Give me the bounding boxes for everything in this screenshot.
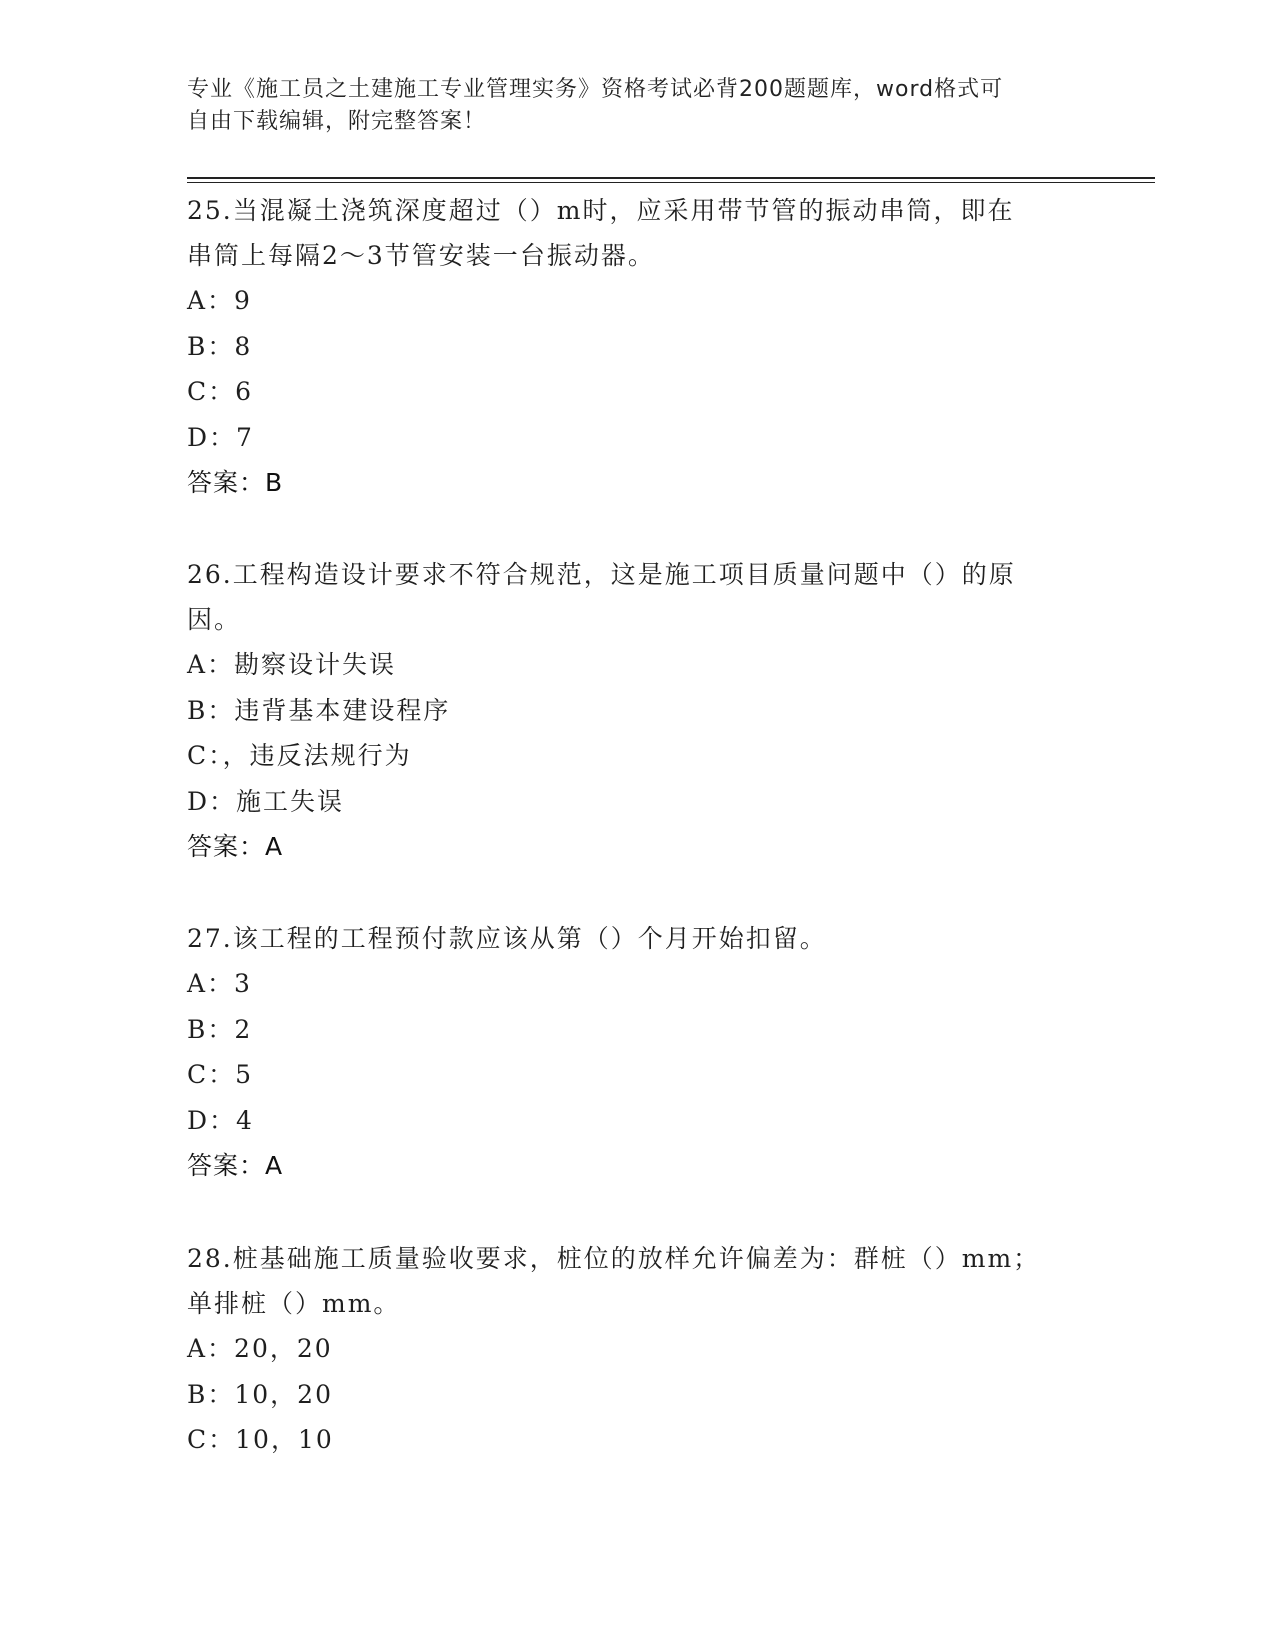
option-a: A：20，20 [187,1334,333,1363]
question-stem-line: 单排桩（）mm。 [187,1289,401,1318]
option-a: A：3 [187,969,252,998]
header-line-2: 自由下载编辑，附完整答案！ [187,109,487,134]
option-d: D：施工失误 [187,786,345,816]
question-25 [187,188,1087,505]
header-line-1: 专业《施工员之土建施工专业管理实务》资格考试必背200题题库，word格式可 [187,77,1004,102]
header-divider-thin [187,182,1155,183]
question-stem-line: 因。 [187,605,242,634]
option-b: B：8 [187,331,253,361]
question-stem-line: 串筒上每隔2～3节管安装一台振动器。 [187,241,655,270]
option-d: D：7 [187,422,254,452]
option-c: C：5 [187,1060,254,1089]
answer-line: 答案：A [187,832,284,861]
option-c: C：6 [187,377,254,406]
option-b: B：违背基本建设程序 [187,695,451,725]
document-header [187,74,1067,138]
question-stem-line: 26.工程构造设计要求不符合规范，这是施工项目质量问题中（）的原 [187,560,1016,589]
question-stem-line: 28.桩基础施工质量验收要求，桩位的放样允许偏差为：群桩（）mm； [187,1244,1041,1273]
option-b: B：2 [187,1014,253,1044]
question-stem-line: 25.当混凝土浇筑深度超过（）m时，应采用带节管的振动串筒，即在 [187,196,1015,225]
header-divider-thick [187,177,1155,179]
answer-line: 答案：B [187,468,284,497]
answer-line: 答案：A [187,1151,284,1180]
option-c: C：10，10 [187,1425,334,1454]
question-stem-line: 27.该工程的工程预付款应该从第（）个月开始扣留。 [187,924,827,953]
option-a: A：勘察设计失误 [187,650,397,679]
question-26 [187,552,1087,869]
option-b: B：10，20 [187,1379,333,1409]
option-c: C：，违反法规行为 [187,741,412,770]
question-27 [187,916,1087,1188]
option-d: D：4 [187,1105,254,1135]
question-28 [187,1236,1087,1463]
option-a: A：9 [187,286,252,315]
